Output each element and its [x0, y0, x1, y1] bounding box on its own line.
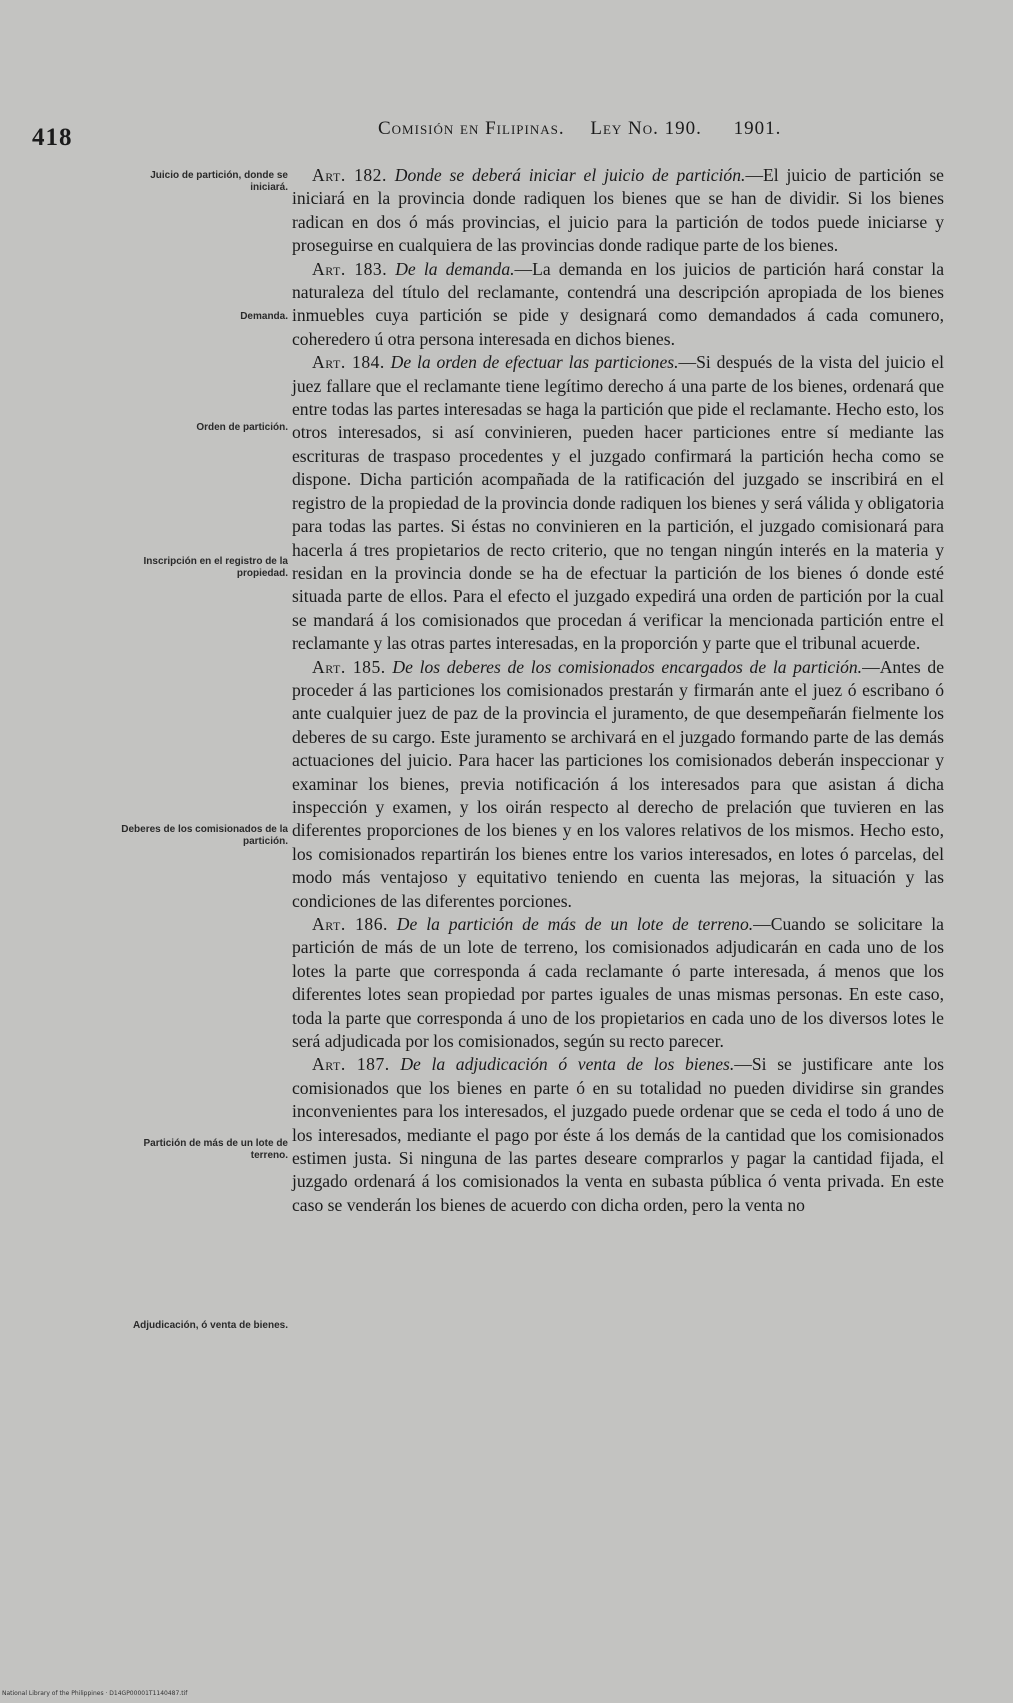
article-title: De la partición de más de un lote de terreno.	[396, 914, 754, 934]
article-text: —El juicio de partición se iniciará en la provincia donde radiquen los bienes que se han de dividir. Si los bienes radican en dos ó más provincias, el juicio para la partición de todos puede iniciarse y proseguirse en cualquiera de las provincias donde radique parte de los bienes.	[292, 165, 944, 256]
article-label: Art. 184.	[312, 352, 385, 373]
article-title: De la demanda.	[395, 258, 515, 279]
running-title: Comisión en Filipinas.	[378, 118, 565, 139]
margin-note: Adjudicación, ó venta de bienes.	[132, 1320, 288, 1331]
margin-note: Orden de partición.	[196, 422, 288, 433]
margin-note: Inscripción en el registro de la propiedad.	[143, 556, 288, 579]
article-185	[292, 656, 944, 913]
article-label: Art. 187.	[312, 1054, 390, 1075]
article-183	[292, 258, 944, 352]
page-number: 418	[32, 124, 73, 151]
article-186	[292, 913, 944, 1053]
article-label: Art. 186.	[312, 914, 388, 934]
body-text	[292, 164, 944, 1217]
article-text: —Si después de la vista del juicio el juez fallare que el reclamante tiene legítimo derecho á una parte de los bienes, ordenará que entre todas las partes interesadas se haga la partición que pide el reclamante. Hecho esto, los otros interesados, si así convinieren, pueden hacer particiones entre sí mediante las escrituras de traspaso procedentes y el juzgado confirmará la partición hecha como se dispone. Dicha partición acompañada de la ratificación del juzgado se inscribirá en el registro de la propiedad de la provincia donde radiquen los bienes y será válida y obligatoria para todas las partes. Si éstas no convinieren en la partición, el juzgado comisionará para hacerla á tres propietarios de recto criterio, que no tengan ningún interés en la materia y residan en la provincia donde se ha de efectuar la partición de los bienes ó donde esté situada parte de ellos. Para el efecto el juzgado expedirá una orden de partición por la cual se mandará á los comisionados que procedan á verificar la mencionada partición entre el reclamante y las otras partes interesadas, en la proporción y parte que el tribunal acuerde.	[292, 352, 945, 654]
running-head	[378, 118, 781, 140]
article-label: Art. 183.	[312, 258, 388, 279]
article-text: —La demanda en los juicios de partición hará constar la naturaleza del título del reclamante, contendrá una descripción apropiada de los bienes inmuebles cuya partición se pide y designará como demandados á cada comunero, coheredero ú otra persona interesada en dichos bienes.	[292, 258, 945, 349]
article-title: De la orden de efectuar las particiones.	[390, 352, 679, 373]
margin-note: Juicio de partición, donde se iniciará.	[150, 170, 288, 193]
article-text: —Si se justificare ante los comisionados que los bienes en parte ó en su totalidad no pueden dividirse sin grandes inconvenientes para los interesados, el juzgado puede ordenar que se ceda el todo á uno de los interesados, mediante el pago por éste á los demás de la cantidad que los comisionados estimen justa. Si ninguna de las partes deseare comprarlos y pagar la cantidad fijada, el juzgado ordenará á los comisionados la venta en subasta pública ó venta privada. En este caso se venderán los bienes de acuerdo con dicha orden, pero la venta no	[292, 1054, 944, 1215]
footer-credit: National Library of the Philippines · D14GP00001T1140487.tif	[2, 1690, 188, 1697]
article-title: De los deberes de los comisionados encargados de la partición.	[392, 656, 863, 677]
margin-note: Demanda.	[240, 311, 288, 322]
year: 1901.	[733, 118, 782, 139]
article-title: De la adjudicación ó venta de los bienes.	[400, 1054, 735, 1075]
article-182	[292, 164, 944, 258]
margin-note: Partición de más de un lote de terreno.	[143, 1138, 288, 1161]
article-text: —Antes de proceder á las particiones los comisionados prestarán y firmarán ante el juez ó escribano ó ante cualquier juez de paz de la provincia el juramento, de que desempeñarán fielmente los deberes de su cargo. Este juramento se archivará en el juzgado formando parte de las demás actuaciones del juicio. Para hacer las particiones los comisionados deberán inspeccionar y examinar los bienes, previa notificación á los interesados para que asistan á dicha inspección y examen, y los oirán respecto al derecho de prelación que tuvieren en las diferentes proporciones de los bienes y en los valores relativos de los mismos. Hecho esto, los comisionados repartirán los bienes entre los varios interesados, en lotes ó parcelas, del modo más ventajoso y equitativo teniendo en cuenta las mejoras, la situación y las condiciones de las diferentes porciones.	[292, 656, 945, 911]
article-title: Donde se deberá iniciar el juicio de partición.	[394, 165, 746, 185]
article-label: Art. 185.	[312, 656, 386, 677]
margin-note: Deberes de los comisionados de la partición.	[121, 824, 288, 847]
article-text: —Cuando se solicitare la partición de más de un lote de terreno, los comisionados adjudicarán en cada uno de los lotes la parte que corresponda á cada reclamante ó parte interesada, á menos que los diferentes lotes sean propiedad por partes iguales de unas mismas personas. En este caso, toda la parte que corresponda á uno de los propietarios en cada uno de los diversos lotes le será adjudicada por los comisionados, según su recto parecer.	[292, 914, 944, 1052]
article-187	[292, 1053, 944, 1217]
article-label: Art. 182.	[312, 165, 387, 185]
article-184	[292, 351, 944, 655]
law-number: Ley No. 190.	[590, 118, 702, 139]
